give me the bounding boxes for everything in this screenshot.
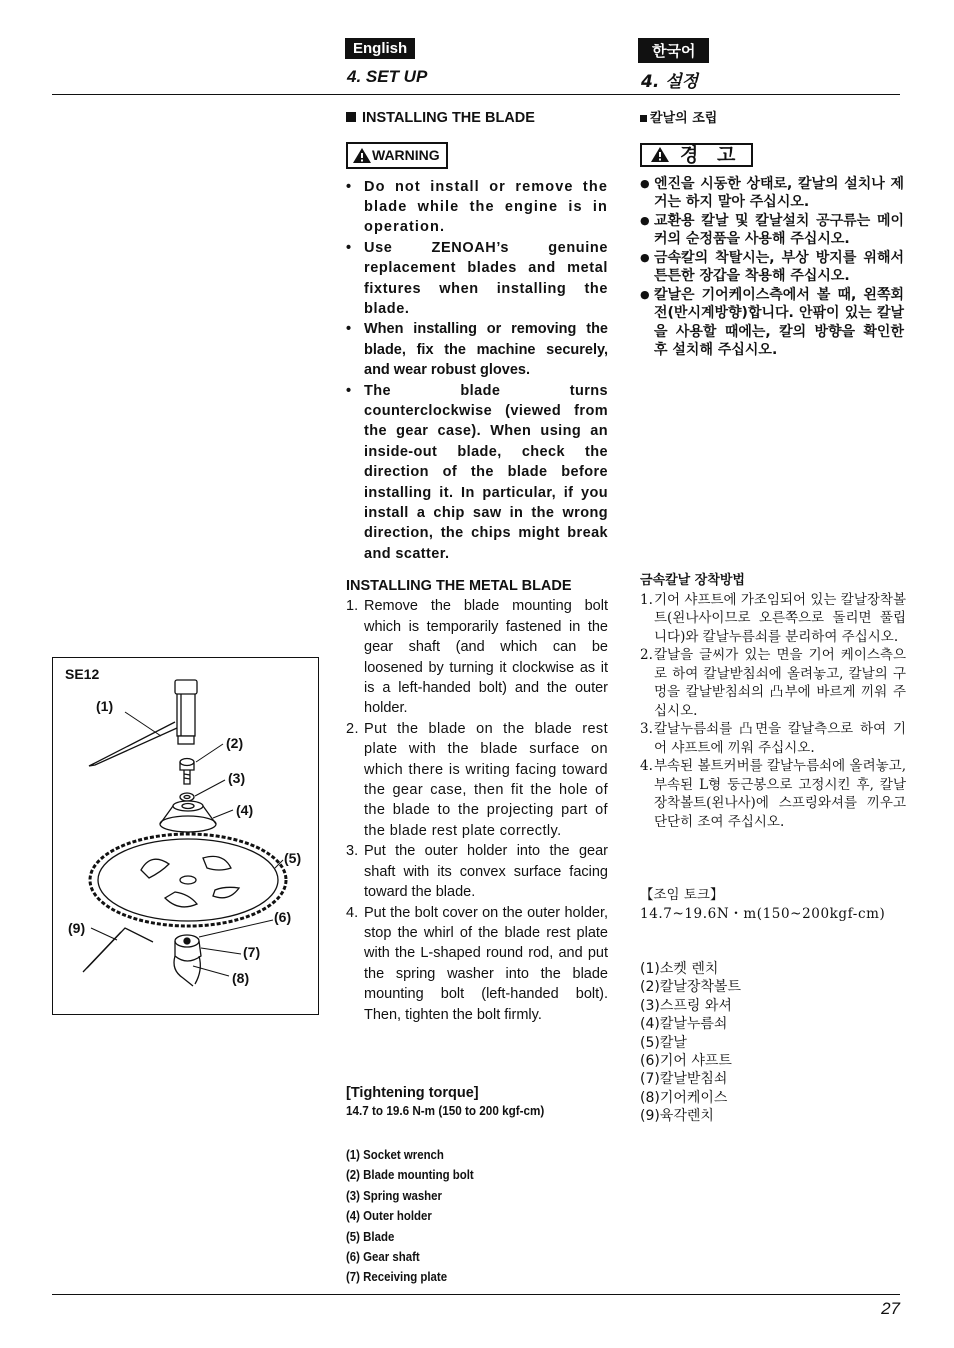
ko-legend-item: (5)칼날 <box>640 1034 687 1051</box>
blade-assembly-drawing <box>53 658 318 1014</box>
english-tag-label: English <box>345 38 415 59</box>
gear-case-icon <box>174 935 201 986</box>
legend-item: (3) Spring washer <box>346 1187 442 1203</box>
english-torque <box>346 1085 608 1118</box>
korean-torque <box>640 886 906 923</box>
blade-icon <box>90 834 286 926</box>
ko-warning-bullet-2: ● 교환용 칼날 및 칼날설치 공구류는 메이커의 순정품을 사용해 주십시오. <box>640 212 904 249</box>
header-divider <box>52 94 900 95</box>
ko-torque-heading: 【조임 토크】 <box>640 887 724 903</box>
warning-box-container <box>346 142 608 170</box>
figure-id: SE12 <box>65 666 100 682</box>
page-number: 27 <box>881 1299 900 1318</box>
legend-item: (1) Socket wrench <box>346 1147 444 1162</box>
torque-heading: [Tightening torque] <box>346 1085 479 1101</box>
ko-legend-item: (6)기어 샤프트 <box>640 1053 732 1070</box>
blade-heading: INSTALLING THE BLADE <box>346 108 608 128</box>
ko-torque-value: 14.7~19.6N・m(150~200kgf-cm) <box>640 905 886 922</box>
ko-metal-heading: 금속칼날 장착방법 <box>640 573 745 588</box>
english-section-title: 4. SET UP <box>347 67 428 86</box>
korean-legend <box>640 960 906 1126</box>
blade-assembly-figure <box>52 657 319 1015</box>
figure-label-9: (9) <box>68 920 86 936</box>
figure-label-2: (2) <box>226 735 244 751</box>
legend-item: (4) Outer holder <box>346 1208 432 1224</box>
ko-legend-item: (1)소켓 렌치 <box>640 961 719 977</box>
korean-column <box>640 110 904 360</box>
hex-wrench-icon <box>83 928 153 972</box>
figure-label-5: (5) <box>284 850 302 866</box>
spring-washer-icon <box>180 793 194 801</box>
english-legend <box>346 1145 610 1288</box>
figure-label-1: (1) <box>96 698 114 714</box>
step-4: 4. Put the bolt cover on the outer holder, stop the whirl of the blade rest plate with the L-shaped round rod, and put the spring washer into the blade mounting bolt (left-handed bolt). Then, tighten the bolt firmly. <box>346 904 608 1023</box>
ko-step-4: 4. 부속된 볼트커버를 칼날누름쇠에 올려놓고, 부속된 L형 둥근봉으로 고정시킨 후, 칼날장착볼트(왼나사)에 스프링와셔를 끼우고 단단히 조여 주십시오. <box>640 758 906 830</box>
legend-item: (2) Blade mounting bolt <box>346 1167 474 1183</box>
ko-warning-bullet-1: ● 엔진을 시동한 상태로, 칼날의 설치나 제거는 하지 말아 주십시오. <box>640 175 904 212</box>
socket-wrench-icon <box>89 680 197 766</box>
figure-label-8: (8) <box>232 970 250 986</box>
ko-legend-item: (9)육각렌치 <box>640 1108 714 1125</box>
warning-bullet-1: • Do not install or remove the blade while the engine is in operation. <box>346 177 608 238</box>
legend-item: (5) Blade <box>346 1228 395 1244</box>
ko-step-1: 1. 기어 샤프트에 가조임되어 있는 칼날장착볼트(왼나사이므로 오른쪽으로 돌리면 풀립니다)와 칼날누름쇠를 분리하여 주십시오. <box>640 591 906 645</box>
warning-label: WARNING <box>372 147 440 164</box>
square-bullet-icon <box>640 115 647 122</box>
warning-triangle-icon <box>650 146 670 163</box>
step-2: 2. Put the blade on the blade rest plate with the blade surface on which there is writing facing toward the gear case, then fit the hole of the blade to the projecting part of the blade rest plate correctly. <box>346 720 608 839</box>
english-metal-blade-section <box>346 576 608 1025</box>
english-column <box>346 108 608 564</box>
metal-blade-heading: INSTALLING THE METAL BLADE <box>346 578 572 594</box>
korean-metal-blade-section <box>640 572 906 831</box>
ko-warning-label: 경 고 <box>680 143 742 166</box>
legend-item: (6) Gear shaft <box>346 1249 420 1265</box>
ko-step-2: 2. 칼날을 글씨가 있는 면을 기어 케이스측으로 하여 칼날받침쇠에 올려놓고, 칼날의 구멍을 칼날받침쇠의 凸부에 바르게 끼워 주십시오. <box>640 647 906 719</box>
ko-legend-item: (2)칼날장착볼트 <box>640 979 741 996</box>
ko-step-3: 3. 칼날누름쇠를 凸면을 칼날측으로 하여 기어 샤프트에 끼워 주십시오. <box>640 721 906 756</box>
ko-warning-bullet-4: ● 칼날은 기어케이스측에서 볼 때, 왼쪽회전(반시계방향)합니다. 안팎이 있는 칼날을 사용할 때에는, 칼의 방향을 확인한 후 설치해 주십시오. <box>640 286 904 360</box>
korean-tag-label: 한국어 <box>638 38 709 63</box>
korean-language-tag <box>638 38 709 63</box>
english-language-tag <box>345 38 415 59</box>
outer-holder-icon <box>160 801 216 832</box>
ko-warning-box <box>640 143 753 168</box>
figure-label-7: (7) <box>243 944 261 960</box>
footer-divider <box>52 1294 900 1295</box>
figure-label-3: (3) <box>228 770 246 786</box>
warning-box <box>346 142 448 168</box>
torque-value: 14.7 to 19.6 N-m (150 to 200 kgf-cm) <box>346 1103 545 1118</box>
warning-triangle-icon <box>352 147 372 164</box>
blade-mounting-bolt-icon <box>180 759 194 785</box>
ko-legend-item: (3)스프링 와셔 <box>640 997 732 1014</box>
warning-bullet-4: • The blade turns counterclockwise (viewed from the gear case). When using an inside-out blade, check the direction of the blade before installing it. In particular, if you install a chip saw in the wrong direction, the chips might break and scatter. <box>346 381 608 565</box>
figure-label-6: (6) <box>274 909 292 925</box>
ko-legend-item: (8)기어케이스 <box>640 1089 728 1106</box>
ko-legend-item: (7)칼날받침쇠 <box>640 1071 728 1088</box>
step-3: 3. Put the outer holder into the gear shaft with its convex surface facing toward the blade. <box>346 843 608 901</box>
ko-legend-item: (4)칼날누름쇠 <box>640 1016 728 1033</box>
ko-blade-heading: 칼날의 조립 <box>640 110 904 129</box>
ko-warning-bullet-3: ● 금속칼의 착탈시는, 부상 방지를 위해서 튼튼한 장갑을 착용해 주십시오. <box>640 249 904 286</box>
legend-item: (7) Receiving plate <box>346 1269 448 1285</box>
figure-label-4: (4) <box>236 802 254 818</box>
step-1: 1. Remove the blade mounting bolt which is temporarily fastened in the gear shaft (and which can be loosened by turning it clockwise as it is a left-handed bolt) and the outer holder. <box>346 598 608 717</box>
ko-warning-container <box>640 143 904 169</box>
warning-bullet-2: • Use ZENOAH’s genuine replacement blades and metal fixtures when installing the blade. <box>346 238 608 320</box>
korean-section-title: 4. 설정 <box>641 72 699 92</box>
square-bullet-icon <box>346 112 356 122</box>
warning-bullet-3: • When installing or removing the blade, fix the machine securely, and wear robust gloves. <box>346 319 608 380</box>
